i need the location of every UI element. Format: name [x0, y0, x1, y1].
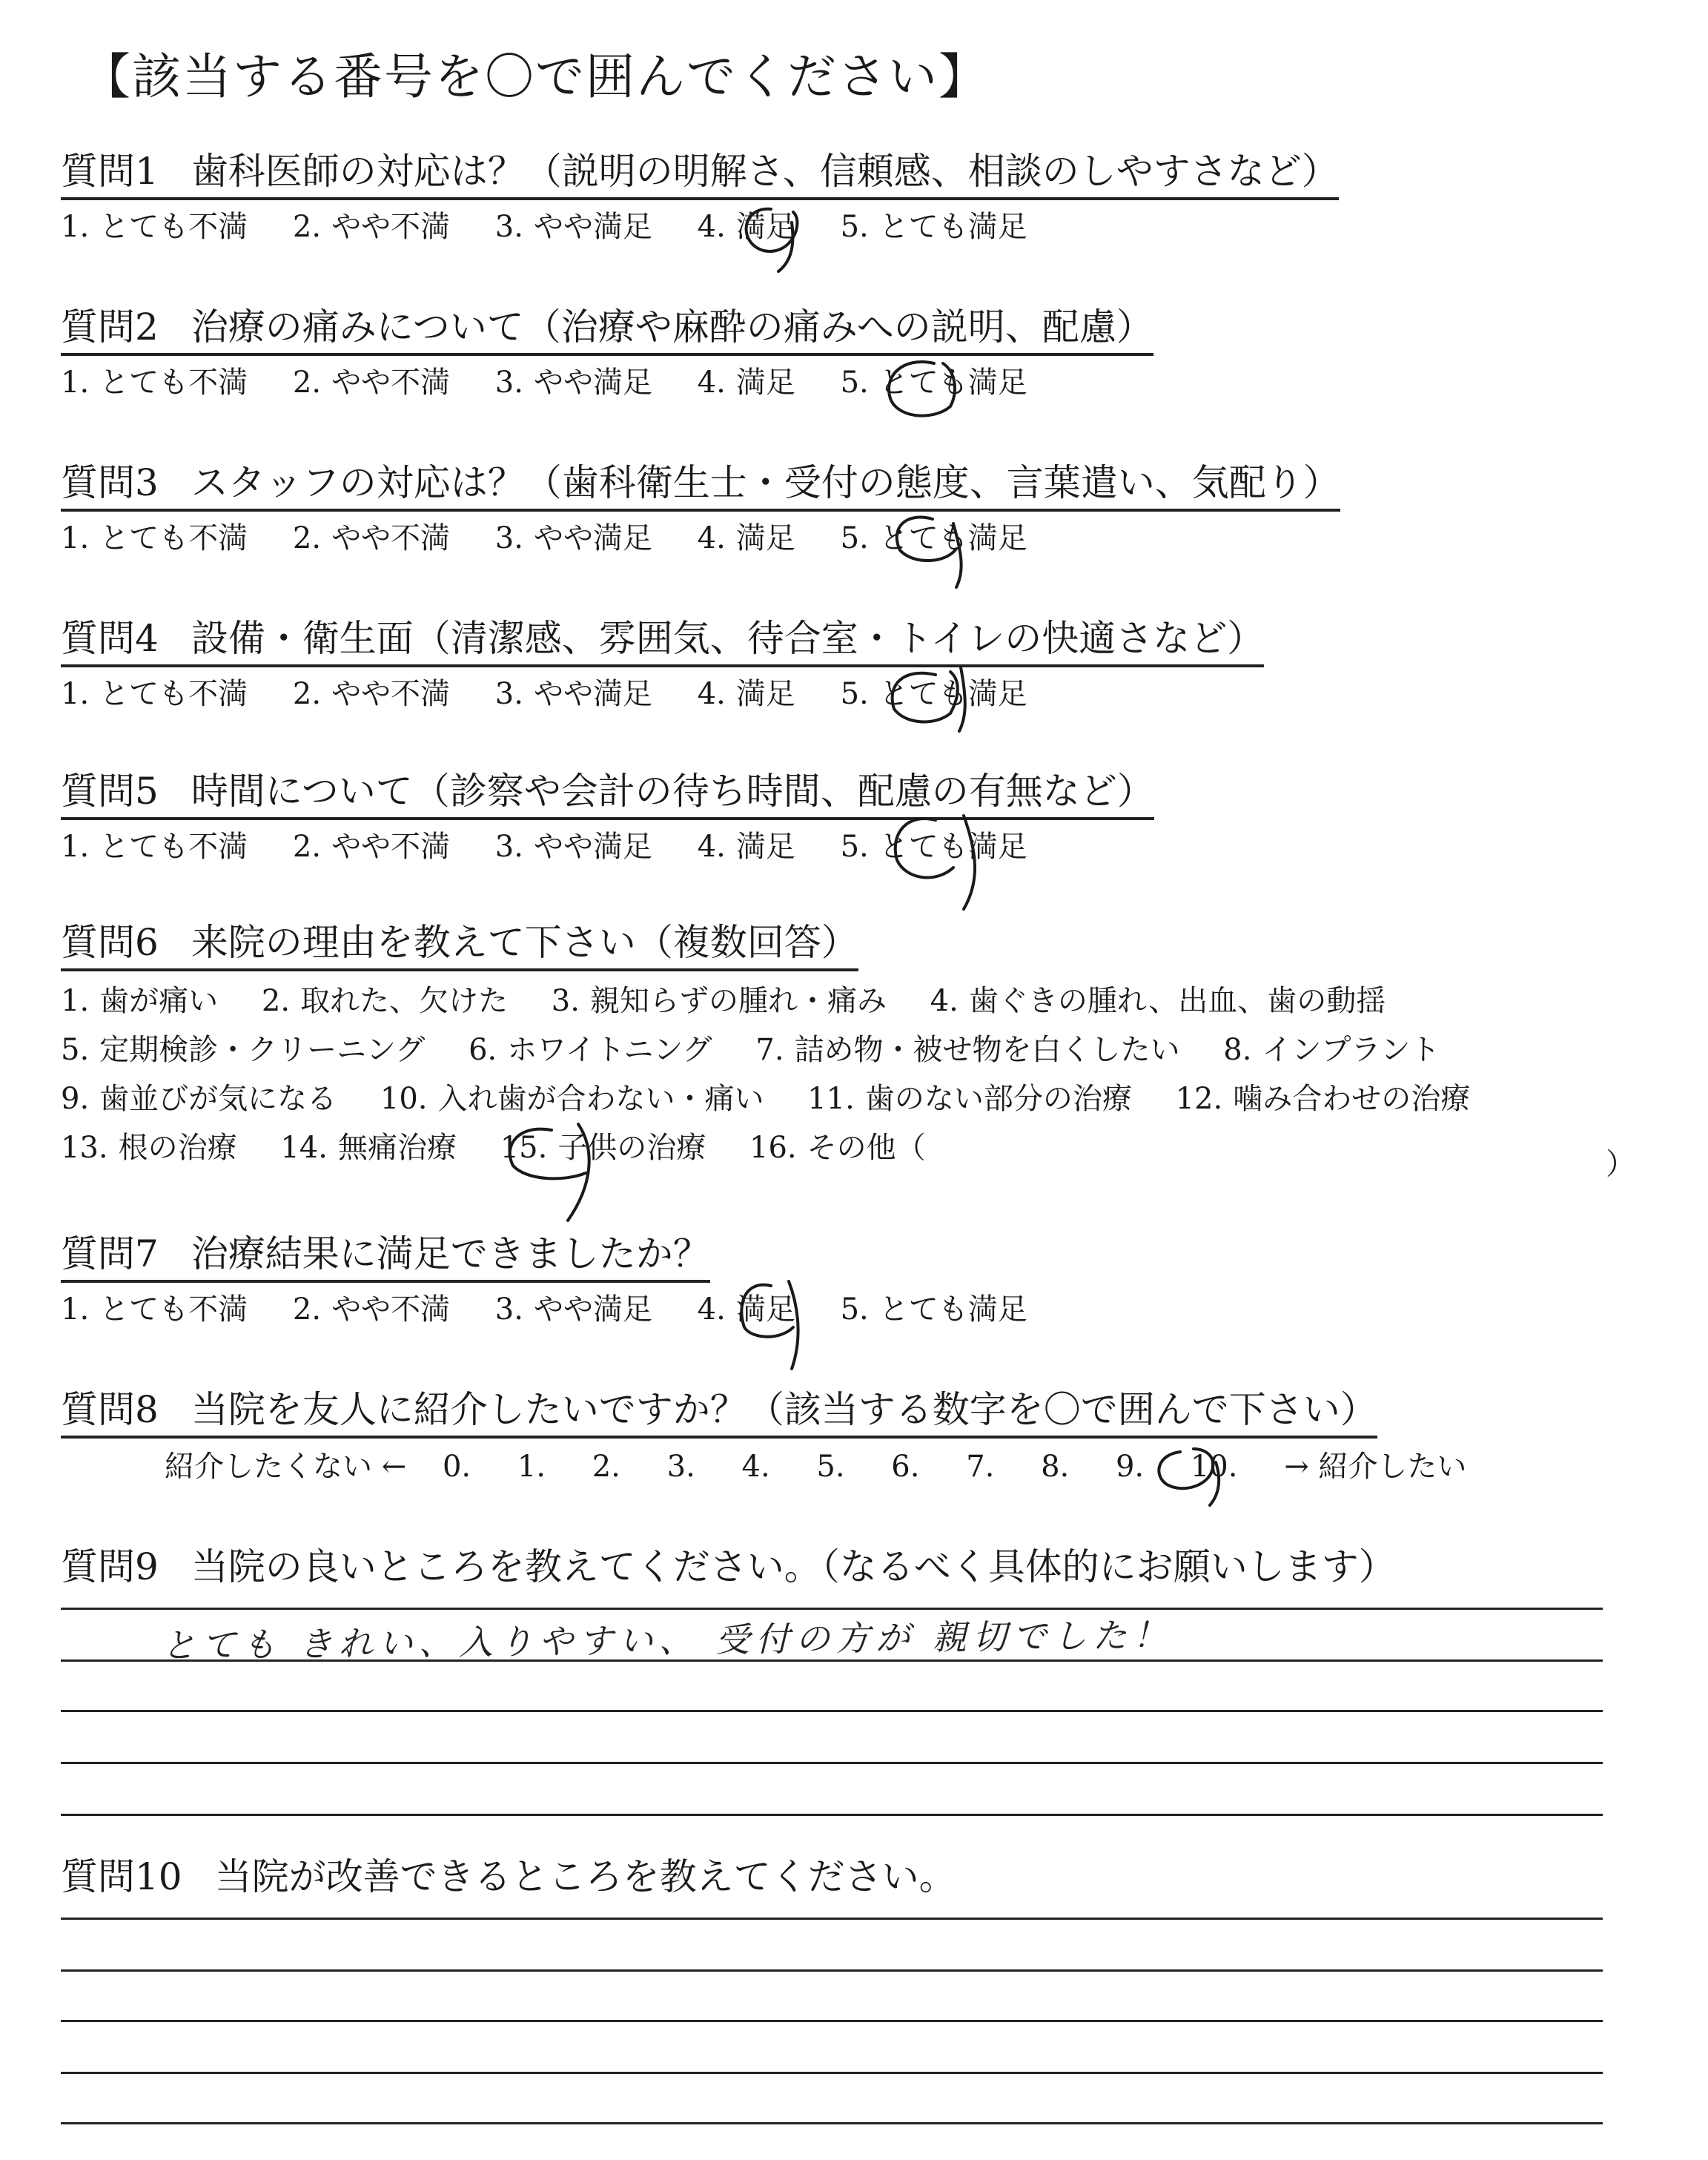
- option-1[interactable]: 1. 歯が痛い: [61, 984, 219, 1018]
- question-text: 歯科医師の対応は？（説明の明解さ、信頼感、相談のしやすさなど）: [191, 150, 1339, 193]
- question-number: 質問9: [61, 1545, 159, 1588]
- option-3[interactable]: 3. やや満足: [494, 210, 652, 244]
- option-4[interactable]: 4. 満足: [697, 677, 795, 711]
- option-15[interactable]: 15. 子供の治療: [500, 1131, 706, 1165]
- circle-mark-q6-15: [510, 1124, 589, 1221]
- option-2[interactable]: 2. やや不満: [292, 366, 451, 400]
- option-7[interactable]: 7. 詰め物・被せ物を白くしたい: [755, 1033, 1180, 1067]
- scale-option-8[interactable]: 8.: [1041, 1450, 1070, 1484]
- question-text: 治療の痛みについて（治療や麻酔の痛みへの説明、配慮）: [191, 305, 1153, 349]
- option-2[interactable]: 2. 取れた、欠けた: [261, 984, 509, 1018]
- question-number: 質問3: [61, 461, 159, 504]
- option-6[interactable]: 6. ホワイトニング: [469, 1033, 712, 1067]
- scale-option-0[interactable]: 0.: [442, 1450, 471, 1484]
- option-2[interactable]: 2. やや不満: [292, 677, 451, 711]
- question-number: 質問1: [61, 150, 159, 193]
- option-5[interactable]: 5. とても満足: [840, 830, 1027, 864]
- option-3[interactable]: 3. 親知らずの腫れ・痛み: [551, 984, 887, 1018]
- option-1[interactable]: 1. とても不満: [61, 677, 248, 711]
- page-title: 【該当する番号を〇で囲んでください】: [82, 48, 989, 105]
- option-5[interactable]: 5. とても満足: [840, 677, 1027, 711]
- handwritten-answer[interactable]: とても きれい、入りやすい、 受付の方が 親切でした！: [161, 1614, 1174, 1666]
- option-8[interactable]: 8. インプラント: [1223, 1033, 1440, 1067]
- option-9[interactable]: 9. 歯並びが気になる: [61, 1082, 337, 1116]
- option-3[interactable]: 3. やや満足: [494, 521, 652, 555]
- other-paren-close: ）: [1606, 1147, 1635, 1181]
- question-text: 治療結果に満足できましたか？: [191, 1232, 710, 1275]
- scale-option-10[interactable]: 10.: [1190, 1450, 1238, 1484]
- option-13[interactable]: 13. 根の治療: [61, 1131, 237, 1165]
- circle-mark-q8: [1159, 1449, 1219, 1505]
- circle-mark-q5: [896, 816, 975, 909]
- circle-mark-q3: [897, 518, 961, 587]
- option-12[interactable]: 12. 噛み合わせの治療: [1175, 1082, 1471, 1116]
- scale-option-9[interactable]: 9.: [1115, 1450, 1145, 1484]
- option-3[interactable]: 3. やや満足: [494, 677, 652, 711]
- question-number: 質問2: [61, 305, 159, 349]
- question-text: 設備・衛生面（清潔感、雰囲気、待合室・トイレの快適さなど）: [191, 617, 1265, 660]
- option-4[interactable]: 4. 満足: [697, 1292, 795, 1327]
- question-text: スタッフの対応は？（歯科衛生士・受付の態度、言葉遣い、気配り）: [191, 461, 1340, 504]
- question-number: 質問10: [61, 1855, 182, 1898]
- option-14[interactable]: 14. 無痛治療: [280, 1131, 457, 1165]
- option-2[interactable]: 2. やや不満: [292, 210, 451, 244]
- scale-left-label: 紹介したくない ←: [165, 1450, 407, 1484]
- scale-option-5[interactable]: 5.: [816, 1450, 845, 1484]
- question-number: 質問8: [61, 1388, 159, 1431]
- option-3[interactable]: 3. やや満足: [494, 1292, 652, 1327]
- scale-right-label: → 紹介したい: [1284, 1450, 1467, 1484]
- option-4[interactable]: 4. 満足: [697, 521, 795, 555]
- option-16[interactable]: 16. その他（: [749, 1131, 926, 1165]
- circle-mark-q1: [747, 209, 798, 271]
- option-4[interactable]: 4. 満足: [697, 210, 795, 244]
- question-text: 時間について（診察や会計の待ち時間、配慮の有無など）: [191, 770, 1154, 813]
- option-2[interactable]: 2. やや不満: [292, 830, 451, 864]
- option-3[interactable]: 3. やや満足: [494, 366, 652, 400]
- option-5[interactable]: 5. とても満足: [840, 366, 1027, 400]
- option-3[interactable]: 3. やや満足: [494, 830, 652, 864]
- question-text: 来院の理由を教えて下さい（複数回答）: [191, 921, 858, 964]
- question-number: 質問5: [61, 770, 159, 813]
- option-5[interactable]: 5. とても満足: [840, 521, 1027, 555]
- option-5[interactable]: 5. とても満足: [840, 1292, 1027, 1327]
- circle-mark-q2: [889, 362, 955, 416]
- question-text: 当院の良いところを教えてください。（なるべく具体的にお願いします）: [191, 1545, 1396, 1588]
- option-1[interactable]: 1. とても不満: [61, 210, 248, 244]
- option-4[interactable]: 4. 歯ぐきの腫れ、出血、歯の動揺: [930, 984, 1386, 1018]
- question-text: 当院を友人に紹介したいですか？（該当する数字を〇で囲んで下さい）: [191, 1388, 1377, 1431]
- option-2[interactable]: 2. やや不満: [292, 1292, 451, 1327]
- question-text: 当院が改善できるところを教えてください。: [214, 1855, 956, 1898]
- scale-option-6[interactable]: 6.: [891, 1450, 920, 1484]
- circle-mark-q7: [741, 1281, 798, 1369]
- option-5[interactable]: 5. とても満足: [840, 210, 1027, 244]
- question-number: 質問4: [61, 617, 159, 660]
- option-2[interactable]: 2. やや不満: [292, 521, 451, 555]
- scale-option-3[interactable]: 3.: [666, 1450, 695, 1484]
- option-1[interactable]: 1. とても不満: [61, 521, 248, 555]
- circle-mark-q4: [893, 667, 965, 731]
- option-4[interactable]: 4. 満足: [697, 830, 795, 864]
- option-1[interactable]: 1. とても不満: [61, 1292, 248, 1327]
- option-5[interactable]: 5. 定期検診・クリーニング: [61, 1033, 426, 1067]
- question-number: 質問7: [61, 1232, 159, 1275]
- option-11[interactable]: 11. 歯のない部分の治療: [807, 1082, 1132, 1116]
- option-1[interactable]: 1. とても不満: [61, 830, 248, 864]
- option-1[interactable]: 1. とても不満: [61, 366, 248, 400]
- option-10[interactable]: 10. 入れ歯が合わない・痛い: [380, 1082, 764, 1116]
- scale-option-7[interactable]: 7.: [966, 1450, 995, 1484]
- question-number: 質問6: [61, 921, 159, 964]
- option-4[interactable]: 4. 満足: [697, 366, 795, 400]
- scale-option-1[interactable]: 1.: [517, 1450, 546, 1484]
- scale-option-4[interactable]: 4.: [741, 1450, 770, 1484]
- scale-option-2[interactable]: 2.: [592, 1450, 620, 1484]
